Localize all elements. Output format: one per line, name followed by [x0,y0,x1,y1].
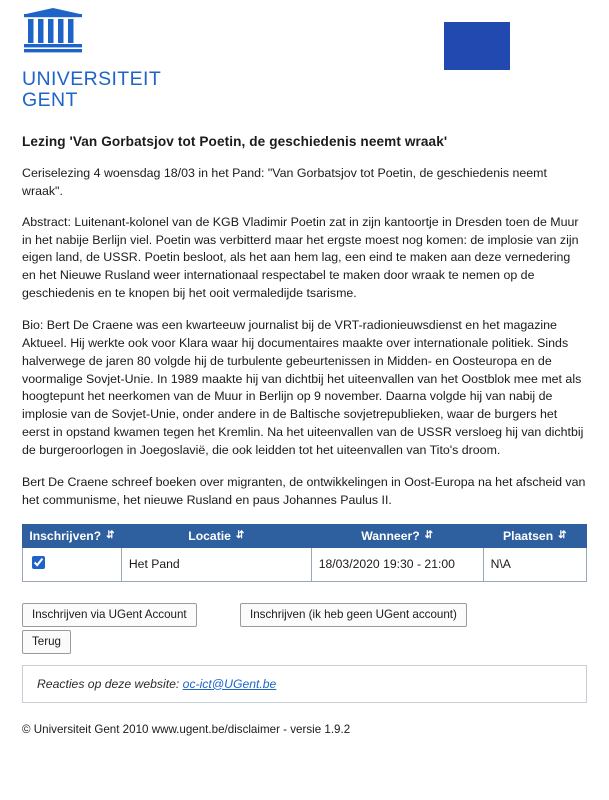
column-header-wanneer[interactable] [311,524,483,547]
feedback-email-link[interactable]: oc-ict@UGent.be [182,676,277,691]
ugent-logo[interactable] [22,8,202,111]
logo-line-1: UNIVERSITEIT [22,68,162,90]
column-header-plaatsen[interactable] [483,524,586,547]
sort-icon[interactable]: ⇵ [106,530,115,542]
sort-icon[interactable]: ⇵ [558,530,567,542]
cell-inschrijven [23,547,122,581]
column-header-plaatsen-label: Plaatsen [503,528,554,543]
column-header-inschrijven[interactable] [23,524,122,547]
register-no-account-button[interactable]: Inschrijven (ik heb geen UGent account) [240,603,467,627]
back-button[interactable]: Terug [22,630,71,654]
table-header-row [23,524,587,547]
cell-locatie: Het Pand [121,547,311,581]
feedback-label: Reacties op deze website: [37,676,180,691]
cell-wanneer: 18/03/2020 19:30 - 21:00 [311,547,483,581]
university-building-icon [24,8,82,56]
page-title: Lezing 'Van Gorbatsjov tot Poetin, de geschiedenis neemt wraak' [22,134,448,149]
sort-icon[interactable]: ⇵ [424,530,434,542]
table-row [23,547,587,581]
column-header-inschrijven-label: Inschrijven? [29,528,102,543]
abstract-paragraph: Abstract: Luitenant-kolonel van de KGB Vladimir Poetin zat in zijn kantoortje in Dresden toen de Muur in het nabije Berlijn viel. Poetin was verbitterd maar het ergste moest nog komen: de implosie van zijn eigen land, de USSR. Poetin besloot, als het aan hem lag, een eind te maken aan deze vernedering en het Nieuwe Rusland weer internationaal respectabel te maken door wraak te nemen op de geschiedenis en te knopen bij het ooit vermaledijde tsarisme. [22,214,579,301]
column-header-locatie[interactable] [121,524,311,547]
bio-paragraph: Bio: Bert De Craene was een kwarteeuw journalist bij de VRT-radionieuwsdienst en het magazine Aktueel. Hij werkte ook voor Klara waar hij documentaires maakte over internationale politiek. Sinds halverwege de jaren 80 volgde hij de turbulente gebeurtenissen in Midden- en Oosteuropa en de voormalige Sovjet-Unie. In 1989 maakte hij van dichtbij het uiteenvallen van het Oostblok mee met als hoogtepunt het neerkomen van de Muur in Berlijn op 9 november. Daarna volgde hij van nabij de implosie van de Sovjet-Unie, onder andere in de Baltische sovjetrepublieken, waar de burgers het eerst in opstand kwamen tegen het Kremlin. Na het uiteenvallen van de USSR versloeg hij van dichtbij de burgeroorlogen in Joegoslavië, die ook leidden tot het uiteenvallen van Tito's droom. [22,318,584,458]
column-header-wanneer-label: Wanneer? [361,528,420,543]
intro-paragraph: Ceriselezing 4 woensdag 18/03 in het Pand: "Van Gorbatsjov tot Poetin, de geschiedenis neemt wraak". [22,166,547,198]
column-header-locatie-label: Locatie [188,528,231,543]
closing-paragraph: Bert De Craene schreef boeken over migranten, de ontwikkelingen in Oost-Europa na het afscheid van het communisme, het nieuwe Rusland en paus Johannes Paulus II. [22,474,586,507]
action-buttons [22,603,587,659]
cell-plaatsen: N\A [483,547,586,581]
logo-line-2: GENT [22,89,78,112]
header-accent-block [444,22,510,70]
logo-wordmark [22,69,202,111]
main-content [22,118,587,736]
registration-table [22,524,587,582]
page-footer: © Universiteit Gent 2010 www.ugent.be/disclaimer - versie 1.9.2 [22,722,351,736]
sort-icon[interactable]: ⇵ [235,530,245,542]
register-checkbox[interactable] [32,556,45,569]
feedback-box [22,665,587,703]
page-header [22,0,587,118]
register-ugent-account-button[interactable]: Inschrijven via UGent Account [22,603,197,627]
